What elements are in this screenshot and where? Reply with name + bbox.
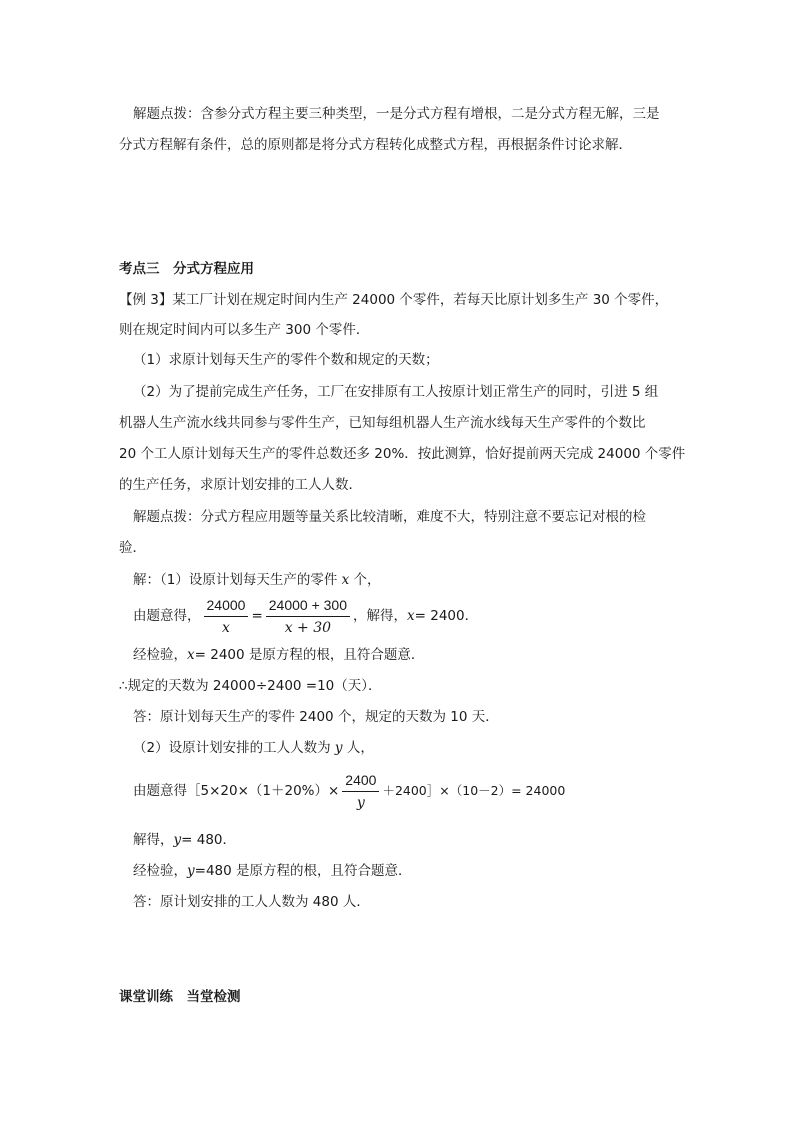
variable-x: x: [341, 572, 350, 588]
fraction-left: [204, 596, 249, 637]
solution-step-2-suffix: 人，: [342, 740, 374, 756]
intro-tip-line-2: 分式方程解有条件，总的原则都是将分式方程转化成整式方程，再根据条件讨论求解．: [119, 137, 632, 153]
equation-1-suffix-b: = 2400．: [414, 608, 479, 624]
tip-line-2: 验．: [119, 540, 146, 556]
example-3-question-1: （1）求原计划每天生产的零件个数和规定的天数；: [133, 352, 439, 368]
days-result: ∴规定的天数为 24000÷2400 =10（天）．: [119, 678, 382, 694]
equals-sign: =: [251, 608, 263, 624]
equation-2-prefix: 由题意得［5×20×（1＋20%）×: [133, 783, 340, 799]
check-2-prefix: 经检验，: [133, 863, 187, 879]
check-2: [133, 861, 412, 881]
equation-1: [133, 594, 478, 638]
variable-x: x: [187, 647, 195, 663]
fraction-2400-numerator: 2400: [342, 771, 379, 792]
solve-2-prefix: 解得，: [133, 832, 174, 848]
answer-2: 答：原计划安排的工人人数为 480 人．: [133, 894, 370, 910]
equation-1-suffix-a: ，解得，: [353, 608, 407, 624]
solution-step-2-prefix: （2）设原计划安排的工人人数为: [133, 740, 335, 756]
check-2-suffix: =480 是原方程的根，且符合题意．: [194, 863, 412, 879]
section-3-heading: 考点三 分式方程应用: [119, 261, 254, 277]
check-1-prefix: 经检验，: [133, 647, 187, 663]
check-1: [133, 645, 424, 665]
solution-step-2: [133, 738, 374, 758]
variable-y: y: [334, 740, 343, 756]
fraction-y-denominator: y: [356, 794, 365, 811]
example-3-line-1: 【例 3】某工厂计划在规定时间内生产 24000 个零件，若每天比原计划多生产 30 个零件，: [119, 292, 669, 308]
fraction-right-denominator: x + 30: [284, 619, 332, 636]
example-3-question-2-line-2: 机器人生产流水线共同参与零件生产，已知每组机器人生产流水线每天生产零件的个数比: [119, 415, 646, 431]
variable-y: y: [173, 832, 182, 848]
variable-y: y: [187, 863, 195, 879]
example-3-question-2-line-1: （2）为了提前完成生产任务，工厂在安排原有工人按原计划正常生产的同时，引进 5 组: [133, 384, 659, 400]
fraction-right-numerator: 24000 + 300: [266, 596, 350, 617]
solution-step-1: [133, 570, 381, 590]
classroom-heading: 课堂训练 当堂检测: [119, 989, 241, 1005]
solution-step-1-suffix: 个，: [349, 572, 381, 588]
check-1-suffix: = 2400 是原方程的根，且符合题意．: [194, 647, 425, 663]
solve-2-suffix: = 480．: [181, 832, 237, 848]
intro-tip-line-1: 解题点拨：含参分式方程主要三种类型，一是分式方程有增根，二是分式方程无解，三是: [133, 106, 660, 122]
example-3-question-2-line-3: 20 个工人原计划每天生产的零件总数还多 20%．按此测算，恰好提前两天完成 24000 个零件: [119, 446, 686, 462]
example-3-question-2-line-4: 的生产任务，求原计划安排的工人人数．: [119, 477, 362, 493]
variable-x: x: [407, 608, 415, 624]
fraction-2400-over-y: [342, 771, 379, 812]
equation-2-suffix: ＋2400］×（10－2）= 24000: [382, 783, 566, 798]
solution-step-1-prefix: 解：（1）设原计划每天生产的零件: [133, 572, 342, 588]
fraction-left-numerator: 24000: [204, 596, 249, 617]
answer-1: 答：原计划每天生产的零件 2400 个，规定的天数为 10 天．: [133, 709, 499, 725]
fraction-left-denominator: x: [222, 619, 230, 636]
fraction-right: [266, 596, 350, 637]
equation-1-prefix: 由题意得，: [133, 608, 201, 624]
tip-line-1: 解题点拨：分式方程应用题等量关系比较清晰，难度不大，特别注意不要忘记对根的检: [133, 509, 646, 525]
equation-2: [133, 768, 565, 814]
example-3-line-2: 则在规定时间内可以多生产 300 个零件．: [119, 322, 370, 338]
solve-2: [133, 830, 236, 850]
